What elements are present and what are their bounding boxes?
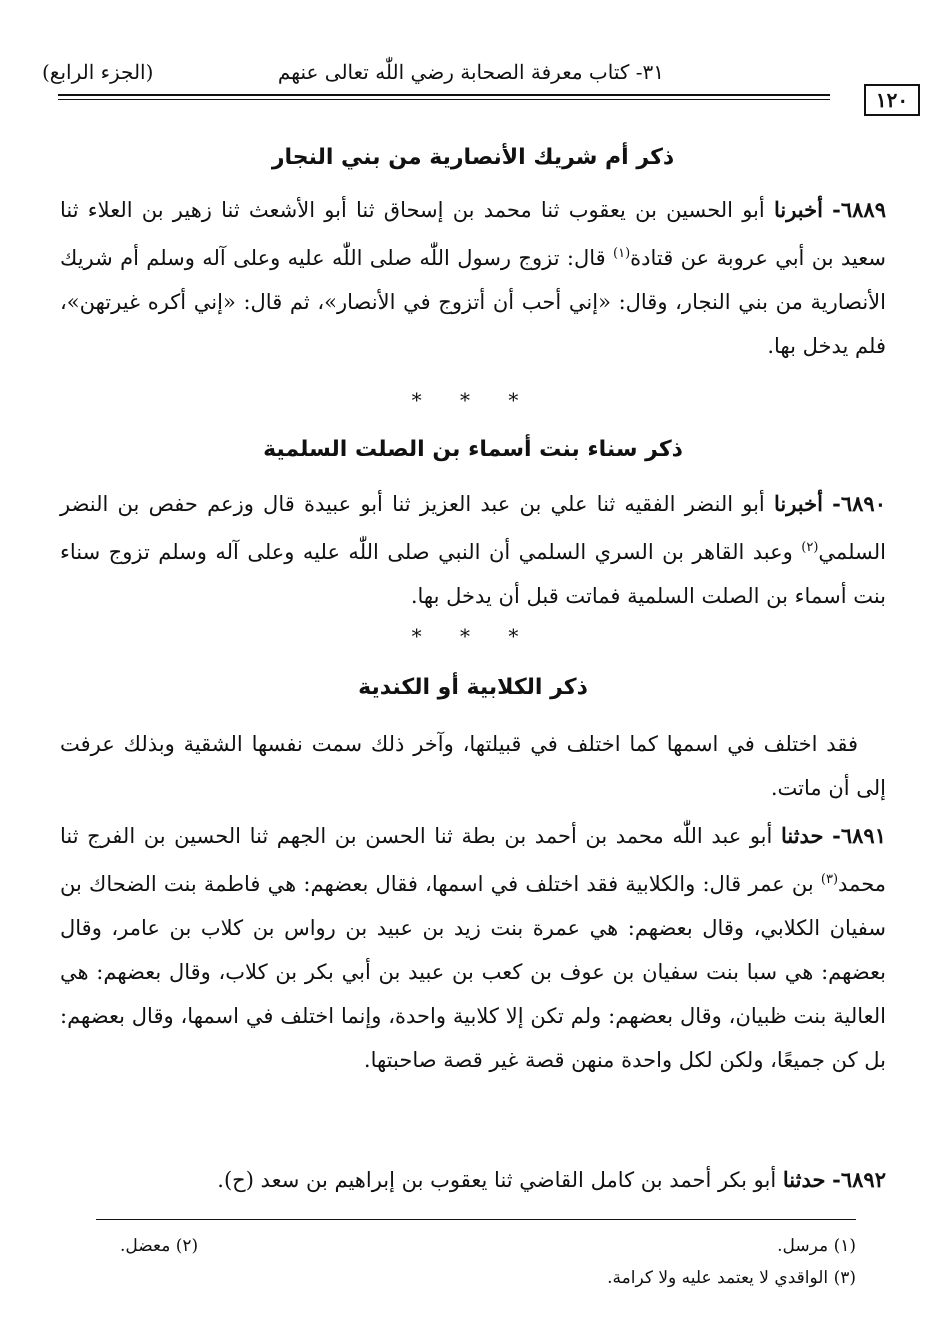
volume-label: (الجزء الرابع) (42, 60, 154, 84)
narration-keyword: حدثنا (780, 823, 824, 848)
page-number: ١٢٠ (864, 84, 920, 116)
footnote-text: معضل. (120, 1236, 171, 1256)
footnote-rule (96, 1219, 856, 1220)
footnote-ref: (١) (613, 246, 631, 261)
footnote-text: مرسل. (777, 1236, 829, 1256)
hadith-text: قال: تزوج رسول اللّٰه صلى اللّٰه عليه وعلى آله وسلم أم شريك الأنصارية من بني النجار، وقال: «إني أحب أن أتزوج في الأنصار»، ثم قال: «إني أكره غيرتهن»، فلم يدخل بها. (60, 246, 886, 358)
hadith-6889 (60, 188, 886, 368)
footnote-ref: (٣) (820, 872, 839, 887)
footnote-text: الواقدي لا يعتمد عليه ولا كرامة. (607, 1268, 829, 1288)
footnote-1 (777, 1236, 856, 1256)
section-intro: فقد اختلف في اسمها كما اختلف في قبيلتها، وآخر ذلك سمت نفسها الشقية وبذلك عرفت إلى أن ماتت. (60, 732, 886, 800)
narration-keyword: أخبرنا (773, 491, 823, 516)
hadith-text: وعبد القاهر بن السري السلمي أن النبي صلى اللّٰه عليه وعلى آله وسلم تزوج سناء بنت أسماء بن الصلت السلمية فماتت قبل أن يدخل بها. (60, 540, 886, 608)
hadith-number: ٦٨٩٢- (832, 1167, 886, 1192)
hadith-text: أبو النضر الفقيه ثنا علي بن عبد العزيز ثنا أبو عبيدة قال وزعم حفص بن النضر السلمي (60, 492, 886, 564)
section-heading: ذكر الكلابية أو الكندية (358, 675, 588, 700)
separator-stars: * * * (411, 624, 535, 648)
narration-keyword: حدثنا (782, 1167, 826, 1192)
hadith-number: ٦٨٩١- (832, 823, 886, 848)
running-header (30, 60, 856, 90)
hadith-number: ٦٨٩٠- (832, 491, 886, 516)
footnote-ref: (٢) (801, 540, 819, 555)
hadith-6890 (60, 482, 886, 618)
footnote-2 (120, 1236, 198, 1256)
hadith-text: أبو عبد اللّٰه محمد بن أحمد بن بطة ثنا الحسن بن الجهم ثنا الحسين بن الفرج ثنا محمد (60, 824, 886, 896)
section-heading: ذكر سناء بنت أسماء بن الصلت السلمية (263, 437, 683, 462)
section-heading: ذكر أم شريك الأنصارية من بني النجار (271, 145, 675, 170)
footnote-mark: (٢) (175, 1236, 199, 1256)
header-rule (58, 94, 830, 100)
separator-stars: * * * (411, 388, 535, 412)
narration-keyword: أخبرنا (773, 197, 823, 222)
chapter-title: ٣١- كتاب معرفة الصحابة رضي اللّٰه تعالى عنهم (277, 60, 664, 84)
hadith-6891 (60, 814, 886, 1082)
hadith-text: بن عمر قال: والكلابية فقد اختلف في اسمها، فقال بعضهم: هي فاطمة بنت الضحاك بن سفيان الكلابي، وقال بعضهم: هي عمرة بنت زيد بن عبيد بن رواس بن كلاب بن عامر، وقال بعضهم: هي سبا بنت سفيان بن عوف بن كعب بن عبيد بن أبي بكر بن كلاب، وقال بعضهم: هي العالية بنت ظبيان، وقال بعضهم: ولم تكن إلا كلابية واحدة، وإنما اختلف في اسمها، وقال بعضهم: بل كن جميعًا، ولكن لكل واحدة منهن قصة غير قصة صاحبتها. (60, 872, 886, 1072)
footnote-3 (607, 1268, 856, 1288)
hadith-text: أبو بكر أحمد بن كامل القاضي ثنا يعقوب بن إبراهيم بن سعد (ح). (217, 1168, 777, 1192)
footnote-mark: (١) (833, 1236, 856, 1256)
footnote-mark: (٣) (833, 1268, 856, 1288)
hadith-6892 (60, 1158, 886, 1202)
hadith-number: ٦٨٨٩- (832, 197, 886, 222)
hadith-text: أبو الحسين بن يعقوب ثنا محمد بن إسحاق ثنا أبو الأشعث ثنا زهير بن العلاء ثنا سعيد بن أبي عروبة عن قتادة (60, 198, 886, 270)
